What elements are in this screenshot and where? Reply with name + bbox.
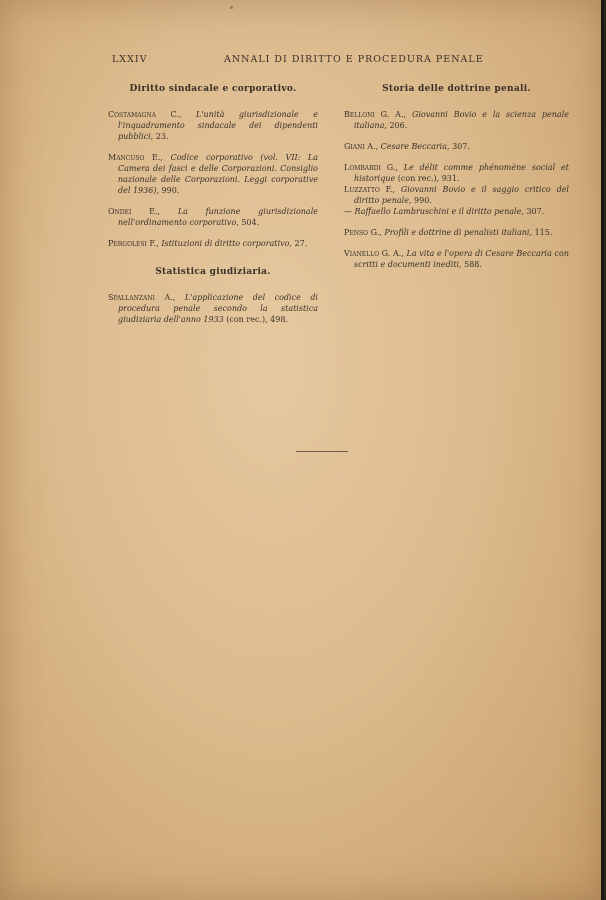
- entry-title: Raffaello Lambruschini e il diritto penale,: [354, 207, 524, 216]
- entry-page: (con rec.), 931.: [397, 174, 460, 183]
- index-entry: [344, 227, 569, 238]
- page-edge: [601, 0, 604, 900]
- running-header: [112, 54, 562, 68]
- index-entry: [108, 292, 318, 325]
- entry-title: Profili e dottrine di penalisti italiani,: [384, 228, 533, 237]
- index-entry: [344, 162, 569, 184]
- section-title: Diritto sindacale e corporativo.: [129, 84, 297, 94]
- section-title: Statistica giudiziaria.: [155, 267, 271, 277]
- entry-author: Lombardi G.,: [344, 163, 398, 172]
- entry-author: Costamagna C.,: [108, 110, 182, 119]
- entry-title: Giovanni Bovio e il saggio critico del diritto penale,: [354, 185, 569, 205]
- entry-author: Belloni G. A.,: [344, 110, 407, 119]
- entry-title: L'unità giurisdizionale e l'inquadramento sindacale dei dipendenti pubblici,: [118, 110, 319, 141]
- index-entry: [108, 206, 318, 228]
- entry-title: La funzione giurisdizionale nell'ordinamento corporativo,: [118, 207, 318, 227]
- entry-page: 307.: [526, 207, 545, 216]
- entry-page: 504.: [241, 218, 260, 227]
- index-entry: [108, 109, 318, 142]
- index-entry: [344, 141, 569, 152]
- paper-speck: [230, 6, 233, 9]
- entry-page: 990.: [161, 186, 180, 195]
- running-title: ANNALI DI DIRITTO E PROCEDURA PENALE: [224, 54, 484, 65]
- entry-title: L'applicazione del codice di procedura penale secondo la statistica giudiziaria dell'anno 1933: [118, 293, 318, 324]
- entry-page: 990.: [414, 196, 432, 205]
- left-column: [108, 84, 318, 335]
- index-entry: [344, 109, 569, 131]
- entry-author: Pergolesi F.,: [108, 239, 159, 248]
- entry-author: Ondei E.,: [108, 207, 161, 216]
- entry-author: Mancuso E.,: [108, 153, 163, 162]
- entry-title: La vita e l'opera di Cesare Beccaria con scritti e documenti inediti,: [354, 249, 569, 269]
- index-entry: [344, 206, 569, 217]
- entry-page: 27.: [294, 239, 308, 248]
- entry-author: Spallanzani A.,: [108, 293, 176, 302]
- entry-title: Le délit comme phénomène social et historique: [354, 163, 569, 183]
- end-rule: [296, 451, 348, 452]
- page-number: LXXIV: [112, 54, 148, 65]
- entry-title: Cesare Beccaria,: [380, 142, 450, 151]
- index-entry: [108, 152, 318, 196]
- entry-title: Istituzioni di diritto corporativo,: [161, 239, 292, 248]
- entry-page: (con rec.), 498.: [226, 315, 288, 324]
- entry-author: Penso G.,: [344, 228, 382, 237]
- entry-page: 588.: [464, 260, 482, 269]
- index-entry: [344, 248, 569, 270]
- entry-title: Giovanni Bovio e la scienza penale italiana,: [354, 110, 569, 130]
- entry-page: 115.: [534, 228, 553, 237]
- index-entry: [344, 184, 569, 206]
- right-column: [344, 84, 569, 280]
- entry-page: 307.: [452, 142, 470, 151]
- entry-page: 23.: [155, 132, 169, 141]
- entry-title: Codice corporativo (vol. VII: La Camera dei fasci e delle Corporazioni. Consiglio nazionale delle Corporazioni. Leggi corporative del 1936),: [118, 153, 319, 195]
- entry-author: Luzzatto F.,: [344, 185, 395, 194]
- entry-author: Giani A.,: [344, 142, 379, 151]
- section-title: Storia delle dottrine penali.: [382, 84, 531, 94]
- index-entry: [108, 238, 318, 249]
- entry-page: 206.: [389, 121, 408, 130]
- entry-author: Vianello G. A.,: [344, 249, 404, 258]
- entry-author-ditto: —: [344, 207, 352, 216]
